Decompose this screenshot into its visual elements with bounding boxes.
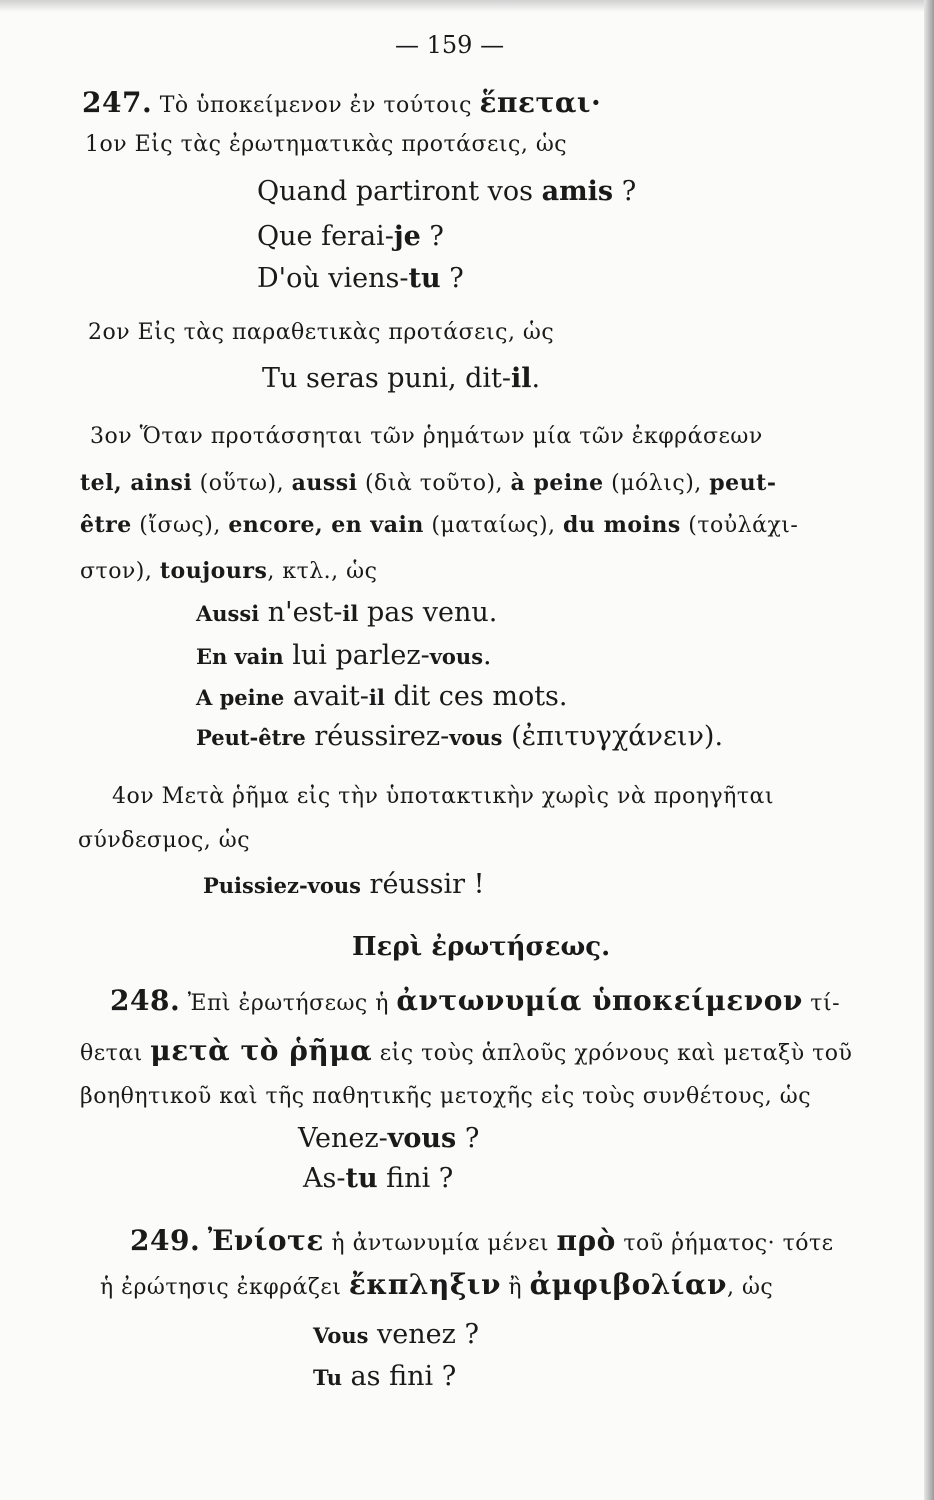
section-number: 247. bbox=[82, 86, 153, 119]
section-248-line-3: βοηθητικοῦ καὶ τῆς παθητικῆς μετοχῆς εἰς τοὺς συνθέτους, ὡς bbox=[80, 1084, 812, 1109]
example-248-2: As-tu fini ? bbox=[303, 1163, 454, 1194]
section-249-line-2: ἡ ἐρώτησις ἐκφράζει ἔκπληξιν ἢ ἀμφιβολίαν, ὡς bbox=[100, 1268, 774, 1301]
example-2: Tu seras puni, dit-il. bbox=[262, 363, 541, 394]
page-top-shadow bbox=[0, 0, 934, 12]
case-3-line-2: tel, ainsi (οὕτω), aussi (διὰ τοῦτο), à peine (μόλις), peut- bbox=[80, 470, 777, 496]
intro-text: Τὸ ὑποκείμενον ἐν τούτοις bbox=[159, 93, 472, 118]
page-binding-shadow bbox=[924, 0, 934, 1500]
case-3-line-4: στον), toujours, κτλ., ὡς bbox=[80, 558, 378, 584]
example-248-1: Venez-vous ? bbox=[298, 1123, 480, 1154]
case-3-line-1: 3ον Ὅταν προτάσσηται τῶν ῥημάτων μία τῶν ἐκφράσεων bbox=[90, 424, 763, 449]
case-3-line-3: être (ἴσως), encore, en vain (ματαίως), du moins (τοὐλάχι- bbox=[80, 512, 799, 538]
section-248-line-2: θεται μετὰ τὸ ῥῆμα εἰς τοὺς ἁπλοῦς χρόνους καὶ μεταξὺ τοῦ bbox=[80, 1034, 853, 1067]
example-3-3: A peine avait-il dit ces mots. bbox=[196, 681, 568, 712]
example-3-2: En vain lui parlez-vous. bbox=[196, 640, 492, 671]
section-249-line-1: 249. Ἐνίοτε ἡ ἀντωνυμία μένει πρὸ τοῦ ῥήματος· τότε bbox=[130, 1224, 834, 1257]
case-1: 1ον Εἰς τὰς ἐρωτηματικὰς προτάσεις, ὡς bbox=[85, 132, 568, 157]
example-1-2: Que ferai-je ? bbox=[257, 221, 444, 252]
section-247-intro bbox=[82, 88, 601, 121]
example-249-2: Tu as fini ? bbox=[313, 1361, 457, 1392]
example-1-3: D'où viens-tu ? bbox=[257, 263, 464, 294]
section-248-line-1: 248. Ἐπὶ ἐρωτήσεως ἡ ἀντωνυμία ὑποκείμενον τί- bbox=[110, 984, 841, 1017]
page-number: — 159 — bbox=[395, 31, 505, 59]
example-4: Puissiez-vous réussir ! bbox=[203, 869, 485, 900]
case-4-line-1: 4ον Μετὰ ῥῆμα εἰς τὴν ὑποτακτικὴν χωρὶς νὰ προηγῆται bbox=[112, 784, 774, 809]
example-3-4: Peut-être réussirez-vous (ἐπιτυγχάνειν). bbox=[196, 721, 724, 752]
example-249-1: Vous venez ? bbox=[313, 1319, 479, 1350]
example-1-1: Quand partiront vos amis ? bbox=[257, 176, 637, 207]
section-heading: Περὶ ἐρωτήσεως. bbox=[352, 932, 611, 962]
case-2: 2ον Εἰς τὰς παραθετικὰς προτάσεις, ὡς bbox=[88, 320, 555, 345]
intro-bold: ἕπεται· bbox=[479, 86, 602, 119]
example-3-1: Aussi n'est-il pas venu. bbox=[196, 597, 498, 628]
case-4-line-2: σύνδεσμος, ὡς bbox=[78, 828, 251, 853]
